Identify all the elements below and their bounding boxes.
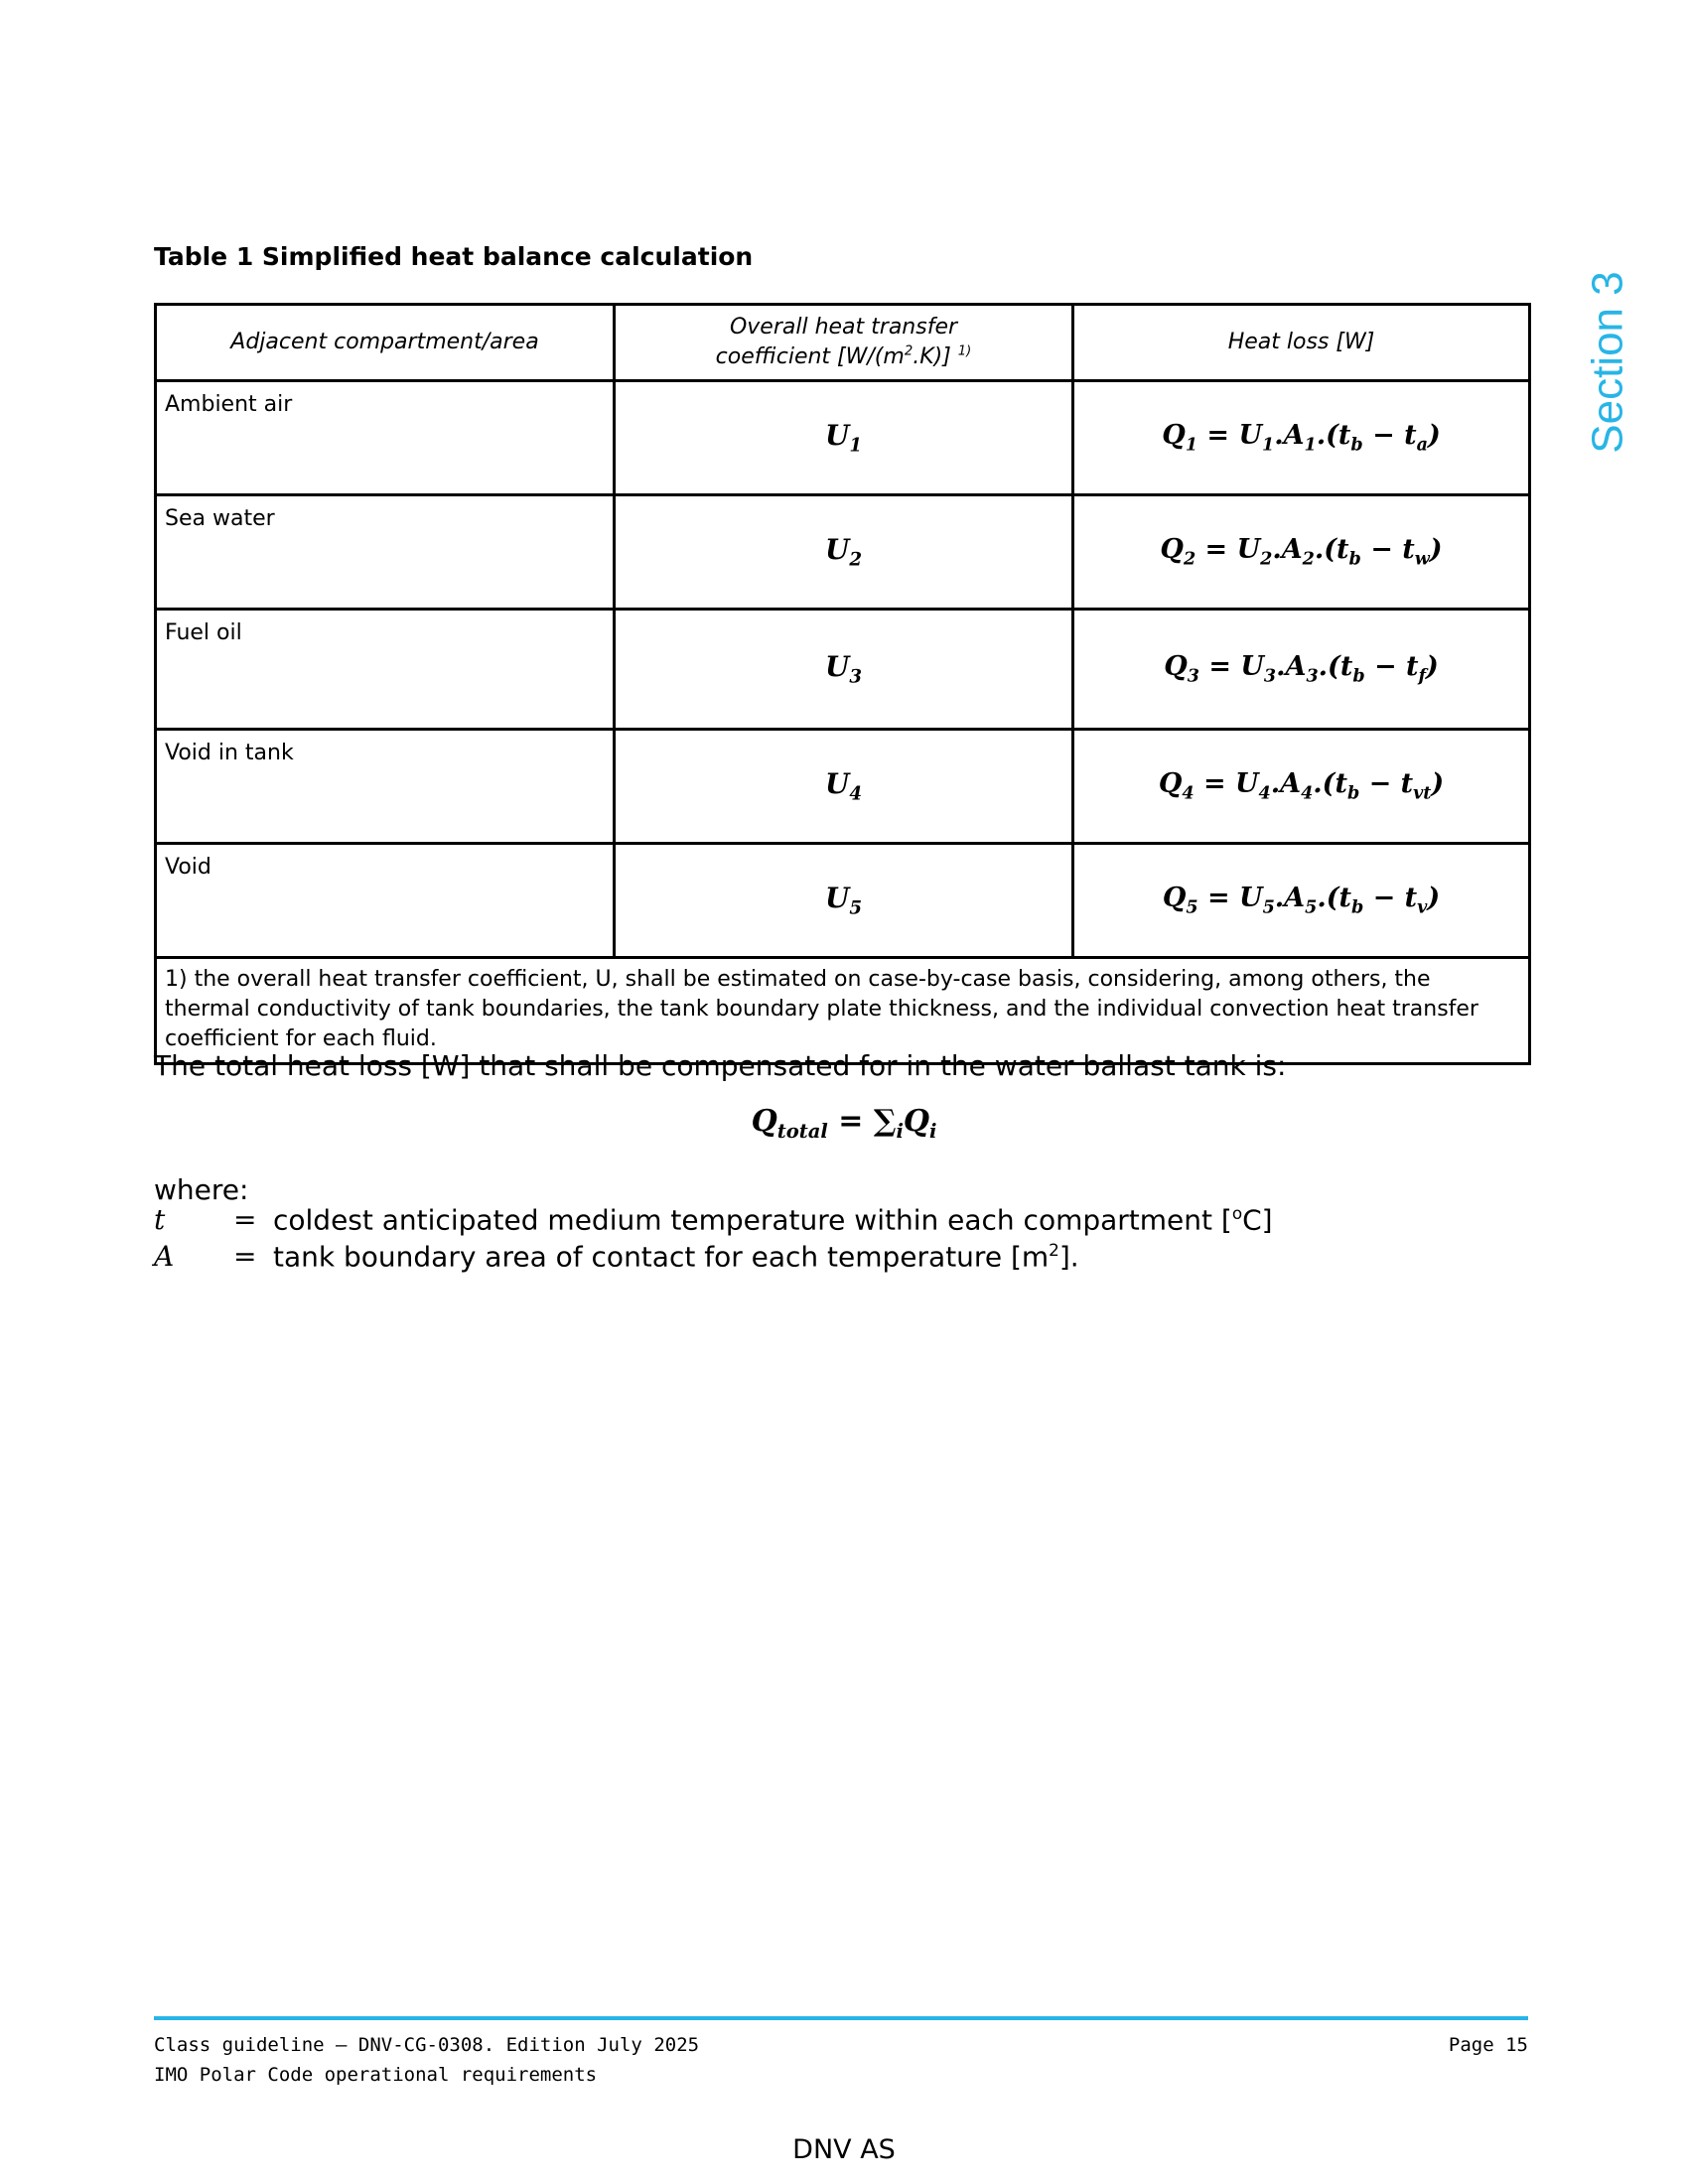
table-row [156, 610, 1530, 730]
header-heat-loss: Heat loss [W] [1073, 305, 1530, 381]
where-label: where: [154, 1173, 249, 1206]
definition-text: tank boundary area of contact for each temperature $[m^2]$. [273, 1240, 1079, 1274]
table-title: Table 1 Simplified heat balance calculation [154, 242, 754, 271]
heat-loss-formula: $Q_1 = U_1.A_1.(t_b - t_a)$ [1073, 381, 1530, 495]
company-name: DNV AS [792, 2134, 896, 2165]
coefficient-cell: $U_1$ [615, 381, 1073, 495]
area-cell: Ambient air [156, 381, 615, 495]
definition-text: coldest anticipated medium temperature within each compartment [$^o$C] [273, 1203, 1273, 1237]
table-footnote: 1) the overall heat transfer coefficient, U, shall be estimated on case-by-case basis, considering, among others, the thermal conductivity of tank boundaries, the tank boundary plate thickness, and the individual convection heat transfer coefficient for each fluid. [156, 958, 1530, 1064]
coefficient-cell: $U_3$ [615, 610, 1073, 730]
area-cell: Void in tank [156, 730, 615, 844]
table-row [156, 730, 1530, 844]
footnote-ref: 1) [957, 343, 972, 359]
footer-document-title: IMO Polar Code operational requirements [154, 2064, 598, 2086]
footer-divider [154, 2016, 1528, 2020]
section-tab-label: Section 3 [1584, 271, 1632, 454]
heat-loss-formula: $Q_4 = U_4.A_4.(t_b - t_{vt})$ [1073, 730, 1530, 844]
coefficient-cell: $U_2$ [615, 495, 1073, 610]
heat-loss-formula: $Q_5 = U_5.A_5.(t_b - t_v)$ [1073, 844, 1530, 958]
footer-info [154, 2030, 699, 2090]
heat-loss-formula: $Q_3 = U_3.A_3.(t_b - t_f)$ [1073, 610, 1530, 730]
section-tab [1579, 258, 1638, 467]
table-footnote-row [156, 958, 1530, 1064]
area-cell: Fuel oil [156, 610, 615, 730]
table-row [156, 381, 1530, 495]
table-row [156, 495, 1530, 610]
header-heat-transfer-coefficient: Overall heat transfer coefficient $[W/(m^2.K)]$ $^{1)}$ [615, 305, 1073, 381]
heat-loss-formula: $Q_2 = U_2.A_2.(t_b - t_w)$ [1073, 495, 1530, 610]
definition-symbol: A [154, 1240, 175, 1273]
coefficient-cell: $U_4$ [615, 730, 1073, 844]
table-header-row [156, 305, 1530, 381]
footer-document-id: Class guideline — DNV-CG-0308. Edition July 2025 [154, 2034, 700, 2056]
total-heat-loss-formula: $Q_{total} = \sum_iQ_i$ [751, 1104, 937, 1143]
header-adjacent-compartment: Adjacent compartment/area [156, 305, 615, 381]
page-number: Page 15 [1448, 2034, 1528, 2056]
definition-symbol: t [154, 1203, 166, 1236]
table-row [156, 844, 1530, 958]
intro-paragraph: The total heat loss [W] that shall be compensated for in the water ballast tank is: [154, 1049, 1287, 1082]
area-cell: Sea water [156, 495, 615, 610]
area-cell: Void [156, 844, 615, 958]
heat-balance-table [154, 303, 1531, 1065]
coefficient-cell: $U_5$ [615, 844, 1073, 958]
